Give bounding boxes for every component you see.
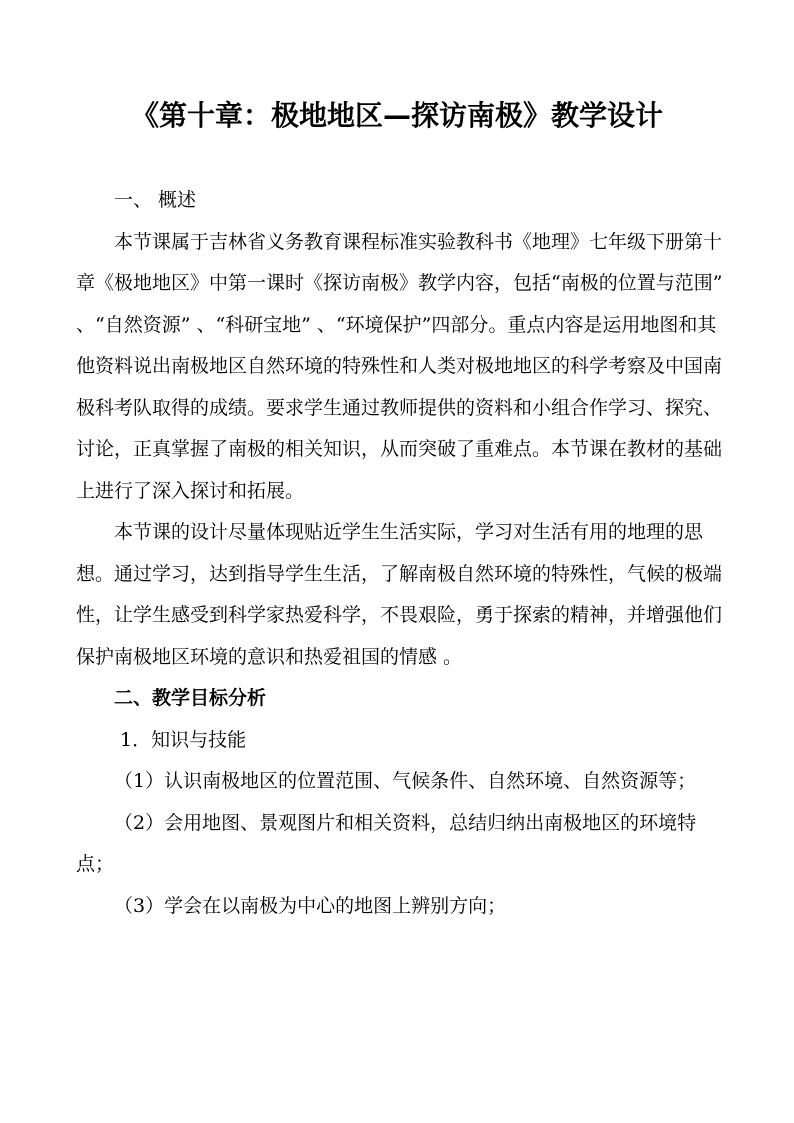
objective-item-1: （1）认识南极地区的位置范围、气候条件、自然环境、自然资源等； bbox=[114, 770, 697, 792]
subsection-1-heading: 1．知识与技能 bbox=[120, 728, 247, 751]
document-title: 《第十章：极地地区—探访南极》教学设计 bbox=[130, 99, 663, 132]
objective-item-2: （2）会用地图、景观图片和相关资料，总结归纳出南极地区的环境特点； bbox=[76, 811, 697, 875]
section-1-paragraph-1: 本节课属于吉林省义务教育课程标准实验教科书《地理》七年级下册第十章《极地地区》中第一课时《探访南极》教学内容，包括“南极的位置与范围” 、“自然资源” 、“科研宝地” 、“环境保护”四部分。重点内容是运用地图和其他资料说出南极地区自然环境的特殊性和人类对极地地区的科学考察及中国南极科考队取得的成绩。要求学生通过教师提供的资料和小组合作学习、探究、讨论，正真掌握了南极的相关知识，从而突破了重难点。本节课在教材的基础上进行了深入探讨和拓展。 bbox=[76, 230, 723, 502]
section-1-paragraph-2: 本节课的设计尽量体现贴近学生生活实际，学习对生活有用的地理的思想。通过学习，达到指导学生生活，了解南极自然环境的特殊性，气候的极端性，让学生感受到科学家热爱科学，不畏艰险，勇于探索的精神，并增强他们保护南极地区环境的意识和热爱祖国的情感 。 bbox=[76, 521, 723, 668]
document-body bbox=[76, 180, 724, 927]
section-2-heading: 二、教学目标分析 bbox=[114, 687, 267, 709]
section-1-heading: 一、 概述 bbox=[114, 189, 197, 211]
objective-item-3: （3）学会在以南极为中心的地图上辨别方向； bbox=[114, 894, 507, 917]
